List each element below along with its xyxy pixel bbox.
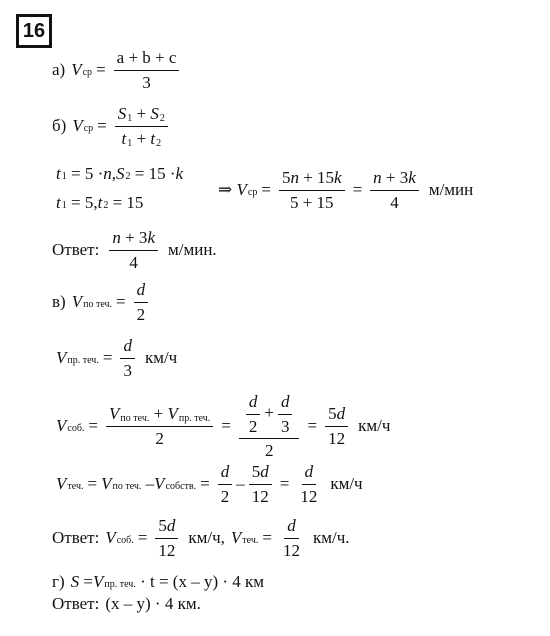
answer-2-label: Ответ: [52,528,100,548]
answer-1-fraction: $\frac{n + 3k}{4}$ [109,228,158,272]
answer-3-line: Ответ: (x – y) · 4 км. [52,594,201,613]
part-g-label: г) [52,572,65,591]
problem-number-badge: 16 [16,14,52,48]
answer-1-unit: м/мин. [167,240,217,260]
part-b-fraction: $\frac{S_1 + S_2}{t_1 + t_2}$ [115,104,168,148]
part-v-fraction: $\frac{d}{2}$ [134,280,149,324]
part-b-unit: м/мин [428,180,474,200]
answer-1-line [52,228,217,272]
part-b-result-fraction-2: $\frac{n + 3k}{4}$ [370,168,419,212]
v-sob-fraction-3: $\frac{5d}{12}$ [325,404,348,448]
v-sob-line: V $_{соб.}$ = $\frac{V_{по теч.} + V_{пр. теч.}}{2}$ = $\frac{d}{2}$ + $\frac{d}{3}$ 2 = $\frac{5d}{12}$ км/ч [56,392,391,461]
part-b-line: б) V $_{ср}$ = $\frac{S_1 + S_2}{t_1 + t_2}$ [52,104,172,148]
part-a-fraction: $\frac{a + b + c}{3}$ [114,48,180,92]
part-b-given-1: t $_1$ = 5 · n , S $_2$ = 15 · k [56,164,184,183]
v-pr-tech-fraction: $\frac{d}{3}$ [120,336,135,380]
part-b-label: б) [52,116,67,136]
part-a-label: а) [52,60,66,80]
answer-3-label: Ответ: [52,594,100,613]
v-pr-tech-line: V $_{пр. теч.}$ = $\frac{d}{3}$ км/ч [56,336,178,380]
v-sob-fraction-2: $\frac{d}{2}$ + $\frac{d}{3}$ 2 [239,392,300,461]
v-sob-fraction-1: $\frac{V_{по теч.} + V_{пр. теч.}}{2}$ [106,404,213,448]
part-v-line: в) V $_{по теч.}$ = $\frac{d}{2}$ [52,280,152,324]
part-v-label: в) [52,292,66,312]
part-a-line: а) V $_{ср}$ = $\frac{a + b + c}{3}$ [52,48,183,92]
part-b-result: ⇒ V $_{ср}$ = $\frac{5n + 15k}{5 + 15}$ = $\frac{n + 3k}{4}$ м/мин [218,168,474,212]
answer-1-label: Ответ: [52,240,100,260]
part-b-result-fraction-1: $\frac{5n + 15k}{5 + 15}$ [279,168,345,212]
part-g-line: г) S = V $_{пр. теч.}$ · t = (x – y) · 4 км [52,572,265,591]
v-tech-line: V $_{теч.}$ = V $_{по теч.}$ – V $_{собств.}$ = $\frac{d}{2}$ – $\frac{5d}{12}$ = $\frac{d}{12}$ км/ч [56,462,363,506]
answer-2-line: Ответ: V $_{соб.}$ = $\frac{5d}{12}$ км/ч, V $_{теч.}$ = $\frac{d}{12}$ км/ч. [52,516,350,560]
part-b-given-2: t $_1$ = 5, t $_2$ = 15 [56,193,144,212]
